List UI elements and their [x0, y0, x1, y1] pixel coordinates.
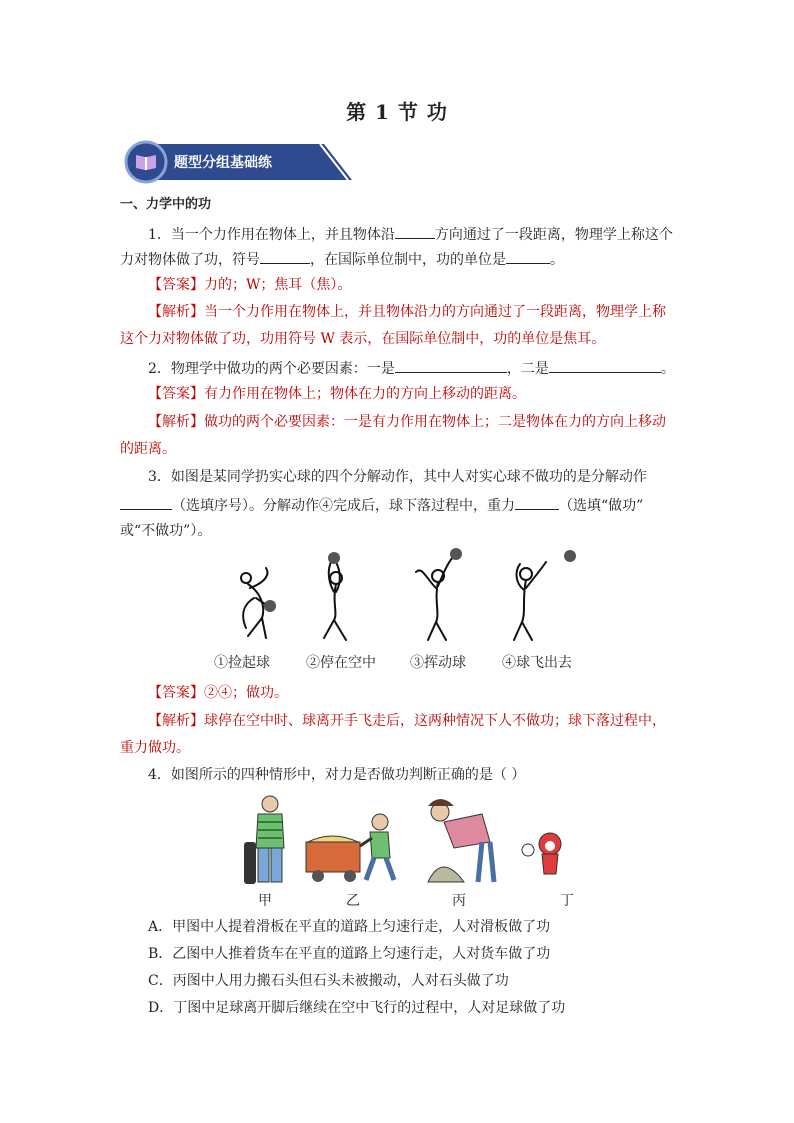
q2-explanation-2: 的距离。: [120, 441, 176, 457]
q1-line2: 力对物体做了功，符号 ，在国际单位制中，功的单位是 。: [120, 249, 564, 269]
q3-line2: （选填序号）。分解动作④完成后，球下落过程中，重力 （选填“做功”: [120, 495, 643, 515]
q3-answer: 【答案】②④；做功。: [148, 685, 288, 701]
q3-blank1: [120, 495, 172, 510]
q1-blank1: [395, 224, 435, 239]
q2-line1: 2．物理学中做功的两个必要因素：一是 ，二是 。: [148, 358, 675, 378]
figure-pick-up: [241, 568, 268, 638]
q3-caption-3: ③挥动球: [410, 655, 466, 671]
figure-bing: [428, 799, 494, 882]
q1-explanation-1: 【解析】当一个力作用在物体上，并且物体沿力的方向通过了一段距离，物理学上称: [148, 304, 666, 320]
q4-stem: 4．如图所示的四种情形中，对力是否做功判断正确的是（ ）: [148, 767, 526, 783]
q1-line1: 1．当一个力作用在物体上，并且物体沿 方向通过了一段距离，物理学上称这个: [148, 224, 673, 244]
q4-figure: [232, 792, 572, 888]
q4-label-yi: 乙: [346, 893, 360, 909]
section-heading: 一、力学中的功: [120, 197, 212, 212]
banner-label: 题型分组基础练: [174, 155, 272, 171]
q3-figure: [226, 548, 596, 648]
figure-yi: [306, 814, 394, 882]
q2-answer: 【答案】有力作用在物体上；物体在力的方向上移动的距离。: [148, 386, 526, 402]
q3-caption-1: ①捡起球: [214, 655, 270, 671]
q1-answer: 【答案】力的；W；焦耳（焦）。: [148, 277, 352, 293]
q1-blank2: [260, 249, 310, 264]
book-icon: [134, 152, 158, 172]
q3-line3: 或“不做功”）。: [120, 523, 212, 539]
figure-throw: [514, 562, 546, 640]
q4-label-ding: 丁: [560, 893, 574, 909]
q2-explanation-1: 【解析】做功的两个必要因素：一是有力作用在物体上；二是物体在力的方向上移动: [148, 414, 666, 430]
q1-explanation-2: 这个力对物体做了功，功用符号 W 表示，在国际单位制中，功的单位是焦耳。: [120, 331, 606, 347]
page-title: 第 1 节 功: [346, 100, 448, 124]
q2-blank1: [395, 358, 507, 373]
q3-line1: 3．如图是某同学扔实心球的四个分解动作，其中人对实心球不做功的是分解动作: [148, 469, 647, 485]
q4-option-a: A．甲图中人提着滑板在平直的道路上匀速行走，人对滑板做了功: [148, 919, 551, 935]
q4-option-c: C．丙图中人用力搬石头但石头未被搬动，人对石头做了功: [148, 973, 509, 989]
figure-ding: [522, 833, 561, 874]
q1-blank3: [506, 249, 550, 264]
q4-label-bing: 丙: [452, 893, 466, 909]
q2-blank2: [549, 358, 661, 373]
q4-option-d: D．丁图中足球离开脚后继续在空中飞行的过程中，人对足球做了功: [148, 1000, 566, 1016]
section-banner: [124, 140, 364, 184]
figure-hold: [324, 558, 346, 640]
q4-option-b: B．乙图中人推着货车在平直的道路上匀速行走，人对货车做了功: [148, 946, 551, 962]
q3-caption-2: ②停在空中: [306, 655, 376, 671]
figure-jia: [244, 796, 284, 884]
figure-swing: [416, 556, 454, 640]
q3-blank2: [515, 495, 559, 510]
q4-label-jia: 甲: [258, 893, 272, 909]
q3-explanation-2: 重力做功。: [120, 740, 190, 756]
q3-caption-4: ④球飞出去: [502, 655, 572, 671]
q3-explanation-1: 【解析】球停在空中时、球离开手飞走后，这两种情况下人不做功；球下落过程中，: [148, 713, 666, 729]
